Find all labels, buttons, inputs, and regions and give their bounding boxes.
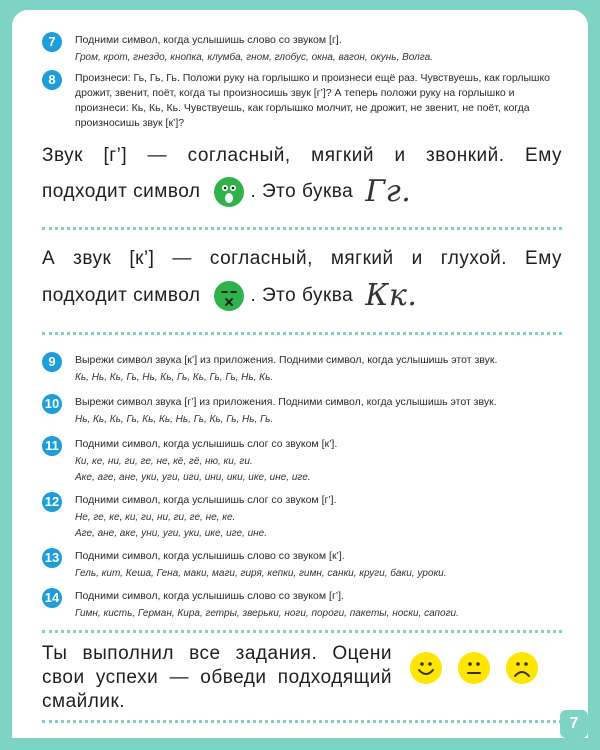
task-number: 12	[42, 492, 62, 512]
rule-word: Ему	[525, 248, 562, 269]
final-word: свои	[42, 667, 85, 688]
task-words: Не, ге, ке, ки, ги, ни, ги, ге, не, ке.	[75, 512, 236, 523]
script-letter-g: Гг.	[365, 174, 412, 209]
rule-text: подходит символ	[42, 284, 201, 306]
rule-word: —	[172, 248, 192, 269]
final-word: задания.	[235, 643, 318, 664]
rule-k-line1	[42, 248, 562, 270]
task-instruction: Подними символ, когда услышишь слог со звуком [к’].	[75, 438, 338, 450]
sad-smiley-icon[interactable]	[506, 652, 538, 684]
rule-k-line2	[42, 278, 562, 313]
task-number: 8	[42, 70, 62, 90]
neutral-smiley-icon[interactable]	[458, 652, 490, 684]
task-instruction: Подними символ, когда услышишь слог со звуком [г’].	[75, 494, 337, 506]
final-word: смайлик.	[42, 691, 126, 712]
rule-word: согласный,	[187, 145, 291, 166]
task-words: Аке, аге, ане, уки, уги, иги, ини, ики, ике, ине, иге.	[75, 472, 311, 483]
final-word: Оцени	[332, 643, 392, 664]
final-word: все	[189, 643, 221, 664]
rule-word: —	[147, 145, 168, 166]
dotted-divider	[42, 332, 562, 335]
final-word: выполнил	[82, 643, 174, 664]
rule-word: [к’]	[129, 248, 155, 269]
task-words: Гимн, кисть, Герман, Кира, гетры, зверьки, ноги, пороги, пакеты, носки, сапоги.	[75, 608, 459, 619]
voiceless-sound-symbol-icon	[214, 281, 244, 311]
script-letter-k: Кк.	[365, 278, 418, 313]
task-words: Гром, крот, гнездо, кнопка, клумба, гном, глобус, окна, вагон, окунь, Волга.	[75, 52, 433, 63]
task-instruction: Вырежи символ звука [к’] из приложения. Подними символ, когда услышишь этот звук.	[75, 354, 498, 366]
rule-word: глухой.	[440, 248, 508, 269]
rule-word: и	[411, 248, 423, 269]
rule-word: звук	[73, 248, 112, 269]
dotted-divider	[42, 720, 562, 723]
task-instruction: Подними символ, когда услышишь слово со звуком [к’].	[75, 550, 345, 562]
task-words: Кь, Нь, Кь, Гь, Нь, Кь, Гь, Кь, Гь, Гь, Нь, Кь.	[75, 372, 274, 383]
rule-word: мягкий	[330, 248, 394, 269]
task-number: 10	[42, 394, 62, 414]
self-assessment-text	[42, 642, 392, 714]
task-instruction: Вырежи символ звука [г’] из приложения. Подними символ, когда услышишь этот звук.	[75, 396, 497, 408]
task-number: 9	[42, 352, 62, 372]
task-number: 14	[42, 588, 62, 608]
final-word: —	[169, 667, 189, 688]
voiced-sound-symbol-icon	[214, 177, 244, 207]
rule-word: согласный,	[209, 248, 313, 269]
task-words: Нь, Кь, Кь, Гь, Кь, Кь, Нь, Гь, Кь, Гь, Нь, Гь.	[75, 414, 274, 425]
task-number: 13	[42, 548, 62, 568]
rule-word: [г’]	[103, 145, 128, 166]
task-words: Ки, ке, ни, ги, ге, не, кё, гё, ню, ки, ги.	[75, 456, 253, 467]
task-number: 11	[42, 436, 62, 456]
rule-g-line1	[42, 145, 562, 167]
final-word: Ты	[42, 643, 68, 664]
happy-smiley-icon[interactable]	[410, 652, 442, 684]
task-number: 7	[42, 32, 62, 52]
rule-text: . Это буква	[250, 180, 354, 202]
final-word: обведи	[200, 667, 267, 688]
task-words: Аге, ане, аке, уни, уги, уки, ике, иге, ине.	[75, 528, 268, 539]
task-instruction: Подними символ, когда услышишь слово со звуком [г’].	[75, 590, 344, 602]
dotted-divider	[42, 227, 562, 230]
final-word: успехи	[95, 667, 159, 688]
rule-word: Ему	[525, 145, 562, 166]
rule-word: звонкий.	[426, 145, 505, 166]
final-word: подходящий	[277, 667, 392, 688]
rule-word: Звук	[42, 145, 83, 166]
rule-text: подходит символ	[42, 180, 201, 202]
rule-word: и	[394, 145, 406, 166]
page-number: 7	[560, 710, 588, 738]
rule-text: . Это буква	[250, 284, 354, 306]
task-instruction: Произнеси: Гь, Гь, Гь. Положи руку на горлышко и произнеси ещё раз. Чувствуешь, как горлышко дрожит, звенит, поёт, когда ты произносишь звук [г’]? А теперь положи руку на горлышко и произнеси: Кь, Кь, Кь. Чувствуешь, как горлышко молчит, не дрожит, не звенит, не поёт, когда произносишь звук [к’]?	[75, 72, 551, 129]
rule-g-line2	[42, 174, 562, 209]
rule-word: мягкий	[311, 145, 374, 166]
task-instruction: Подними символ, когда услышишь слово со звуком [г].	[75, 34, 342, 46]
task-words: Гель, кит, Кеша, Гена, маки, маги, гиря, кепки, гимн, санки, круги, баки, уроки.	[75, 568, 447, 579]
rule-word: А	[42, 248, 56, 269]
workbook-page	[12, 10, 588, 738]
dotted-divider	[42, 630, 562, 633]
